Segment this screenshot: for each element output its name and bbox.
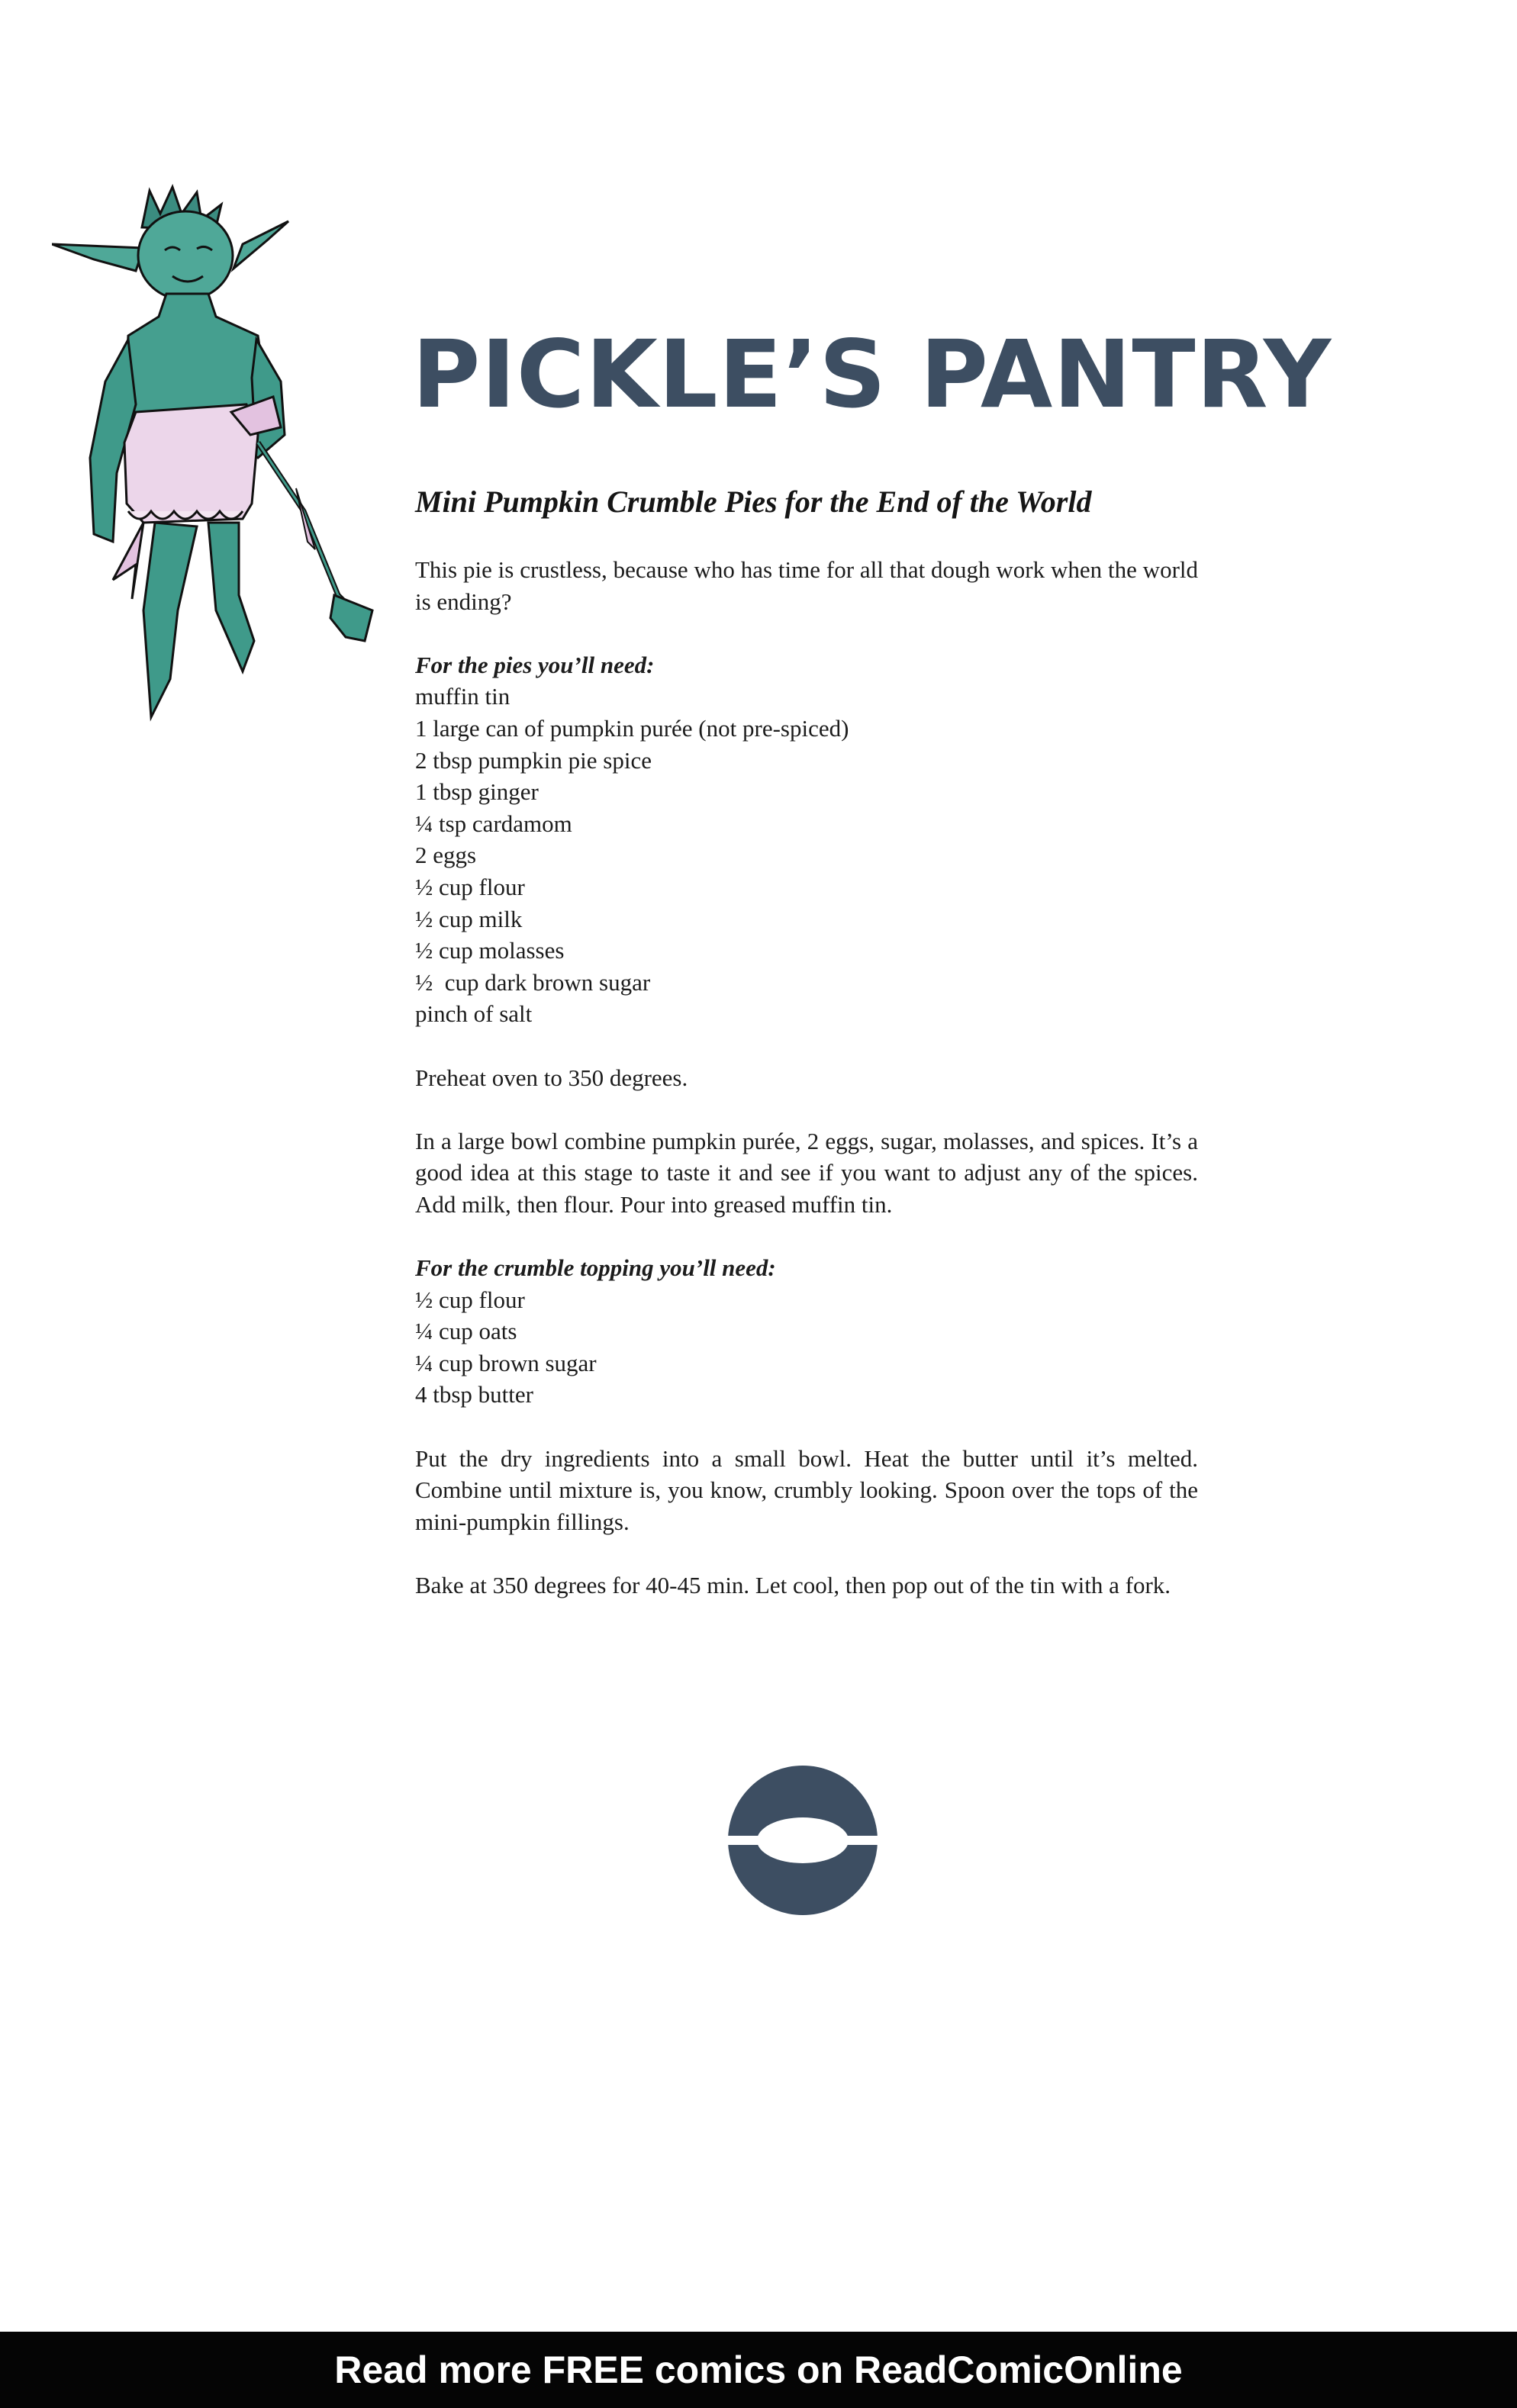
ingredient-item: ½ cup dark brown sugar (415, 968, 651, 996)
pies-ingredients-heading: For the pies you’ll need: (415, 651, 655, 678)
ingredient-item: 2 tbsp pumpkin pie spice (415, 746, 652, 774)
ingredient-item: ¼ cup oats (415, 1318, 517, 1345)
crumble-ingredients-heading: For the crumble topping you’ll need: (415, 1254, 776, 1282)
recipe-intro: This pie is crustless, because who has time for all that dough work when the world is ending? (415, 556, 1198, 615)
crumble-ingredient-list (415, 1284, 1198, 1411)
ingredient-item: ½ cup molasses (415, 937, 565, 964)
recipe-subtitle: Mini Pumpkin Crumble Pies for the End of the World (415, 484, 1092, 519)
promo-banner[interactable] (0, 2332, 1517, 2408)
ingredient-item: ½ cup milk (415, 905, 523, 932)
page-title: PICKLE’S PANTRY (412, 320, 1332, 429)
recipe-body (415, 482, 1198, 1633)
promo-banner-text: Read more FREE comics on ReadComicOnline (334, 2348, 1183, 2391)
combine-step: In a large bowl combine pumpkin purée, 2 eggs, sugar, molasses, and spices. It’s a good idea at this stage to taste it and see if you want to adjust any of the spices. Add milk, then flour. Pour into greased muffin tin. (415, 1127, 1198, 1218)
bake-step: Bake at 350 degrees for 40-45 min. Let cool, then pop out of the tin with a fork. (415, 1572, 1171, 1598)
goblin-character-illustration (52, 183, 395, 732)
ingredient-item: 4 tbsp butter (415, 1381, 533, 1408)
ingredient-item: ¼ cup brown sugar (415, 1349, 597, 1376)
ingredient-item: 1 large can of pumpkin purée (not pre-spiced) (415, 714, 849, 742)
ingredient-item: ½ cup flour (415, 873, 525, 900)
pies-ingredient-list (415, 681, 1198, 1030)
ingredient-item: pinch of salt (415, 1000, 533, 1028)
ring-logo-icon (728, 1766, 878, 1915)
ingredient-item: 1 tbsp ginger (415, 778, 539, 806)
ingredient-item: ¼ tsp cardamom (415, 810, 572, 837)
ingredient-item: ½ cup flour (415, 1286, 525, 1313)
preheat-step: Preheat oven to 350 degrees. (415, 1064, 688, 1091)
ingredient-item: 2 eggs (415, 842, 477, 869)
topping-step: Put the dry ingredients into a small bowl. Heat the butter until it’s melted. Combine until mixture is, you know, crumbly looking. Spoon over the tops of the mini-pumpkin fillings. (415, 1444, 1198, 1535)
ingredient-item: muffin tin (415, 683, 510, 710)
